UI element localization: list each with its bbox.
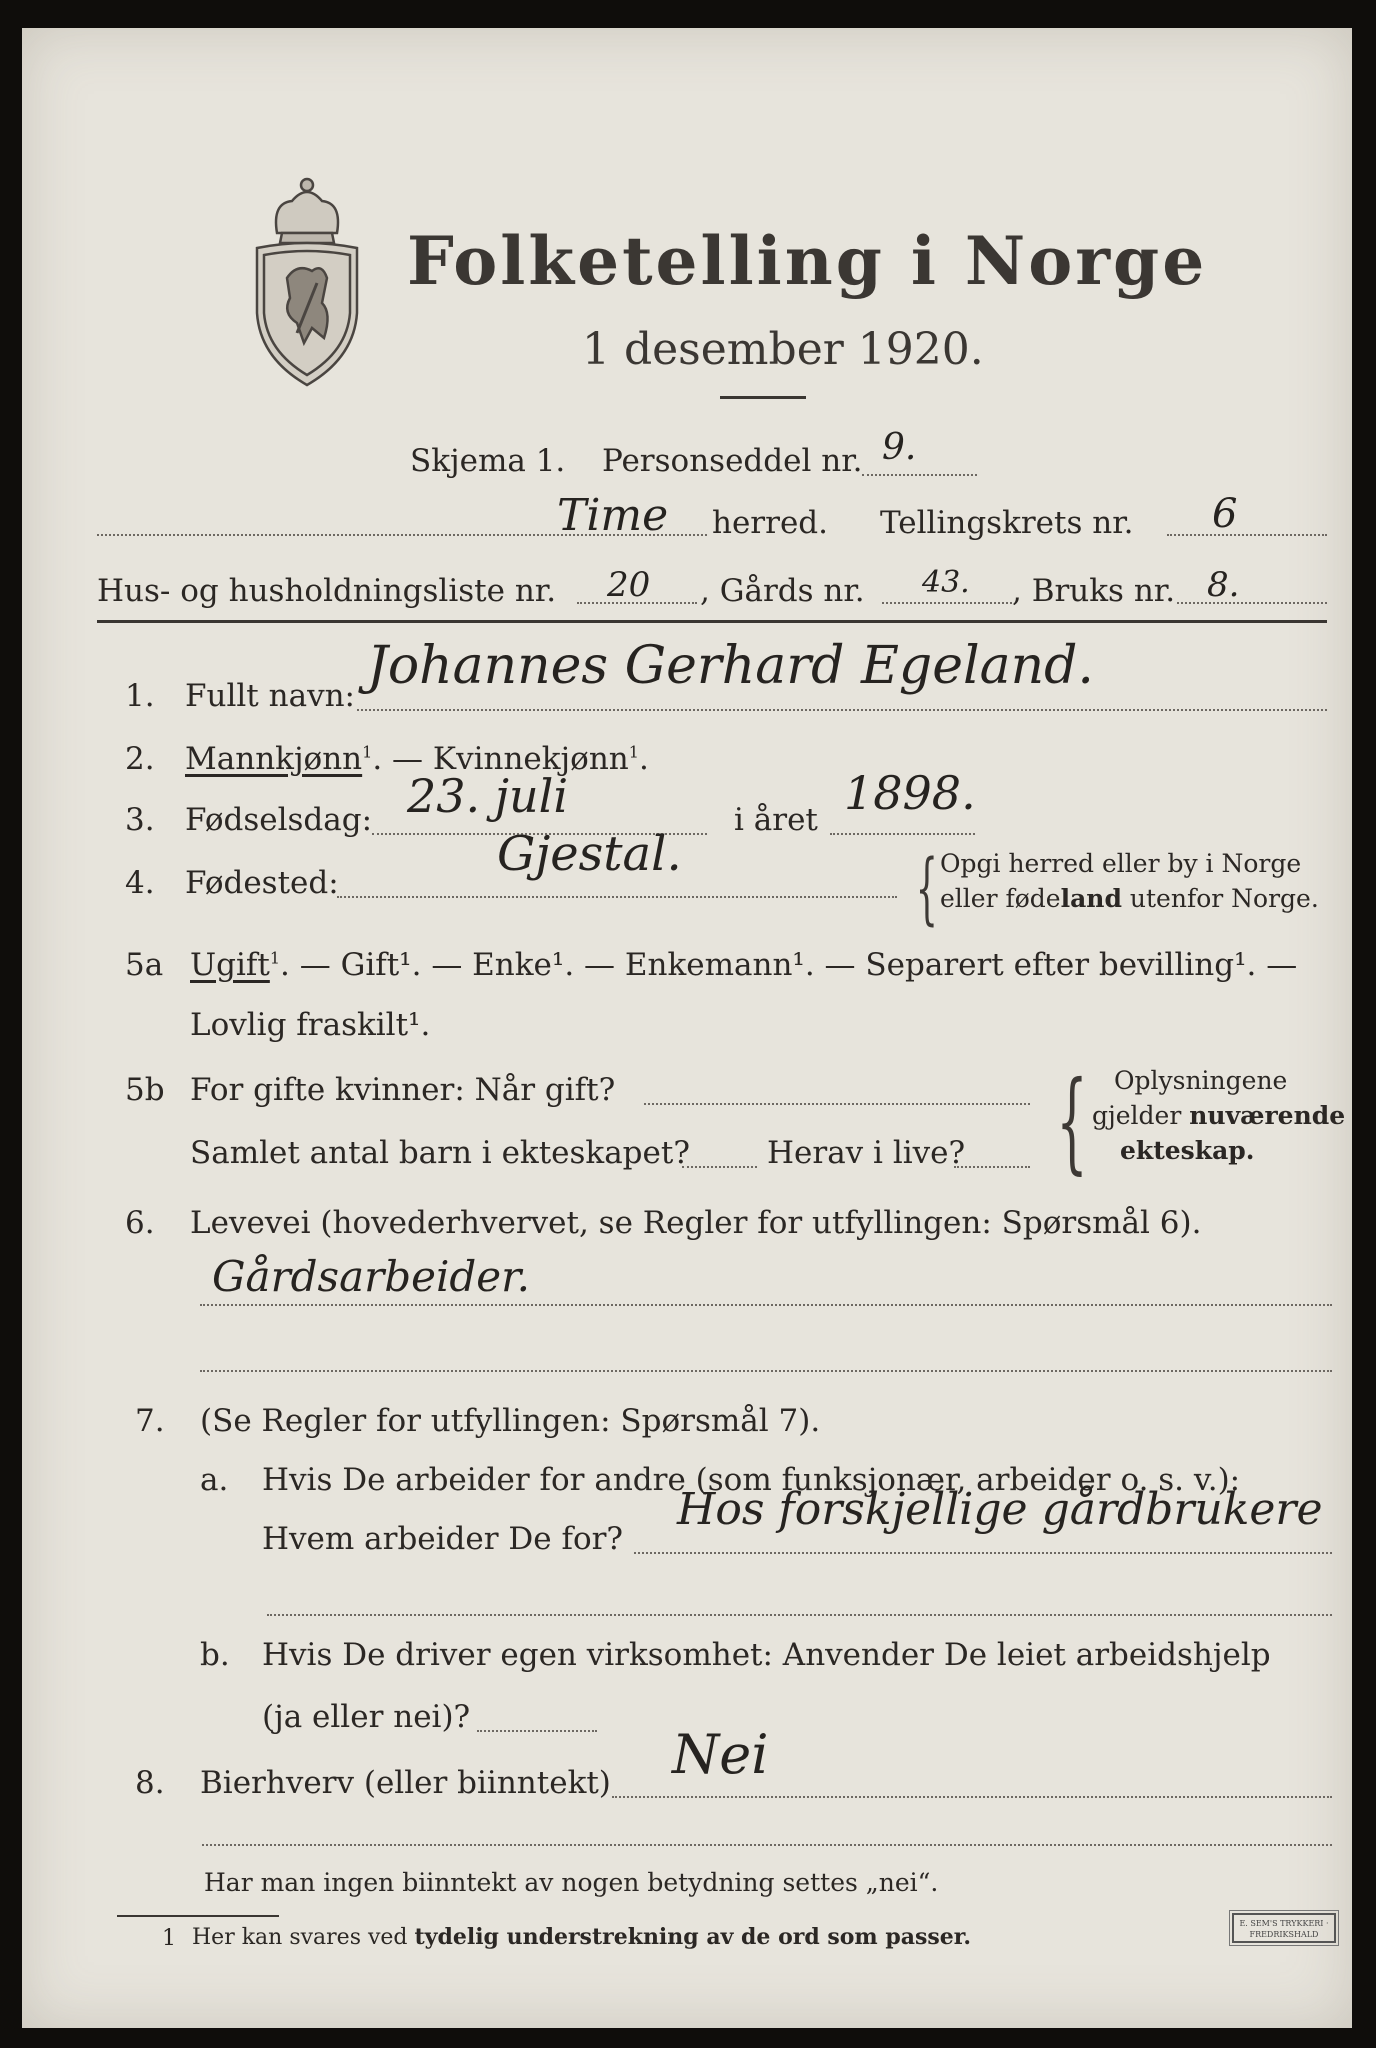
- q5a-options: [190, 947, 1298, 983]
- q7b-line2: (ja eller nei)?: [262, 1699, 471, 1735]
- tellingskrets-value: 6: [1212, 491, 1238, 537]
- q5a-line2: Lovlig fraskilt¹.: [190, 1007, 431, 1043]
- q5b-note2: [1092, 1103, 1345, 1128]
- q5b-note1: Oplysningene: [1114, 1066, 1288, 1095]
- footnote-number: 1: [162, 1926, 176, 1951]
- footnote-text: [192, 1926, 971, 1949]
- q8-dots-2: [202, 1844, 1332, 1846]
- q7b-letter: b.: [200, 1637, 230, 1673]
- q7a-line1: Hvis De arbeider for andre (som funksjonær, arbeider o. s. v.):: [262, 1462, 1241, 1498]
- q2-end: .: [638, 741, 649, 777]
- q5b-note3: ekteskap.: [1120, 1136, 1255, 1165]
- q5b-line1: For gifte kvinner: Når gift?: [190, 1072, 616, 1108]
- q2-sup-2: 1: [628, 742, 639, 762]
- footnote-text-a: Her kan svares ved: [192, 1925, 415, 1950]
- q5b-live-dots: [954, 1166, 1030, 1168]
- gards-label: , Gårds nr.: [700, 573, 865, 609]
- q5b-brace: {: [1056, 1057, 1088, 1185]
- q3-year-value: 1898.: [844, 766, 976, 820]
- q6-dots-1: [200, 1304, 1332, 1306]
- q5b-barn-dots: [682, 1166, 757, 1168]
- q5a-number: 5a: [125, 947, 164, 983]
- q8-number: 8.: [135, 1765, 165, 1801]
- tellingskrets-label: Tellingskrets nr.: [880, 505, 1134, 541]
- personseddel-dots: [862, 474, 977, 476]
- q3-year-dots: [830, 833, 975, 835]
- q8-label: Bierhverv (eller biinntekt): [200, 1765, 611, 1801]
- footer-note: Har man ingen biinntekt av nogen betydning settes „nei“.: [204, 1868, 939, 1897]
- tellingskrets-dots: [1167, 534, 1327, 536]
- q5b-note2-bold: nuværende: [1189, 1101, 1346, 1130]
- q7b-line1: Hvis De driver egen virksomhet: Anvender De leiet arbeidshjelp: [262, 1637, 1271, 1673]
- q5a-sup: 1: [269, 948, 281, 968]
- q1-value: Johannes Gerhard Egeland.: [367, 636, 1094, 696]
- q8-dots: [612, 1796, 1332, 1798]
- q2-sup-1: 1: [362, 742, 373, 762]
- q3-number: 3.: [125, 802, 155, 838]
- q8-value: Nei: [672, 1723, 769, 1786]
- q4-note-line2: [940, 886, 1319, 911]
- title-divider: [720, 396, 806, 399]
- form-title: Folketelling i Norge: [407, 222, 1208, 300]
- q6-dots-2: [200, 1370, 1332, 1372]
- bruks-value: 8.: [1207, 565, 1240, 605]
- q5b-gift-dots: [644, 1103, 1030, 1105]
- q4-note-line1: Opgi herred eller by i Norge: [940, 849, 1302, 878]
- personseddel-value: 9.: [882, 427, 917, 468]
- q7a-line2: Hvem arbeider De for?: [262, 1521, 624, 1557]
- q4-brace: {: [915, 844, 938, 934]
- bruks-dots: [1177, 602, 1327, 604]
- hus-value: 20: [607, 565, 651, 605]
- herred-label: herred.: [712, 505, 828, 541]
- personseddel-label: Personseddel nr.: [602, 443, 863, 479]
- q3-label: Fødselsdag:: [185, 802, 373, 838]
- q2-separator: . — Kvinnekjønn: [372, 741, 629, 777]
- q7b-dots: [477, 1730, 597, 1732]
- q5b-number: 5b: [125, 1072, 165, 1108]
- q5b-note2a: gjelder: [1092, 1101, 1190, 1130]
- q6-number: 6.: [125, 1205, 155, 1241]
- header-rule: [97, 620, 1327, 623]
- norway-coat-of-arms-icon: [242, 163, 372, 388]
- q7-label: (Se Regler for utfyllingen: Spørsmål 7).: [200, 1403, 821, 1439]
- gards-value: 43.: [922, 565, 970, 600]
- q7-number: 7.: [135, 1403, 165, 1439]
- q4-note-line2a: eller føde: [940, 884, 1061, 913]
- q3-year-label: i året: [734, 802, 818, 838]
- q7a-dots: [634, 1552, 1332, 1554]
- skjema-label: Skjema 1.: [410, 443, 566, 479]
- q2-male-underlined: Mannkjønn: [185, 741, 363, 777]
- q4-label: Fødested:: [185, 865, 339, 901]
- q5b-line2a: Samlet antal barn i ekteskapet?: [190, 1135, 690, 1171]
- form-date: 1 desember 1920.: [582, 324, 984, 375]
- footnote-rule: [117, 1915, 279, 1917]
- bruks-label: , Bruks nr.: [1012, 573, 1176, 609]
- q4-number: 4.: [125, 865, 155, 901]
- printer-stamp: E. SEM'S TRYKKERI · FREDRIKSHALD: [1232, 1913, 1336, 1943]
- q7a-dots-2: [267, 1614, 1332, 1616]
- hus-label: Hus- og husholdningsliste nr.: [97, 573, 557, 609]
- q2-number: 2.: [125, 741, 155, 777]
- q5a-ugift-underlined: Ugift: [190, 947, 270, 983]
- q7a-letter: a.: [200, 1462, 229, 1498]
- q4-dots: [337, 896, 897, 898]
- q5b-line2b: Herav i live?: [767, 1135, 966, 1171]
- gards-dots: [882, 602, 1012, 604]
- q7a-value: Hos forskjellige gårdbrukere: [677, 1484, 1323, 1535]
- q4-value: Gjestal.: [497, 826, 682, 882]
- q6-label: Levevei (hovederhvervet, se Regler for utfyllingen: Spørsmål 6).: [190, 1205, 1202, 1241]
- q5a-rest: . — Gift¹. — Enke¹. — Enkemann¹. — Separert efter bevilling¹. —: [280, 947, 1298, 983]
- q3-day-value: 23. juli: [407, 769, 569, 823]
- census-form: [22, 28, 1352, 2028]
- q4-note-line2-bold: land: [1060, 884, 1122, 913]
- footnote-text-bold: tydelig understrekning av de ord som passer.: [414, 1924, 972, 1950]
- q4-note-line2c: utenfor Norge.: [1121, 884, 1319, 913]
- herred-value: Time: [557, 490, 669, 541]
- q6-value: Gårdsarbeider.: [212, 1252, 530, 1301]
- q1-dots: [357, 709, 1327, 711]
- q1-number: 1.: [125, 678, 155, 714]
- q1-label: Fullt navn:: [185, 678, 355, 714]
